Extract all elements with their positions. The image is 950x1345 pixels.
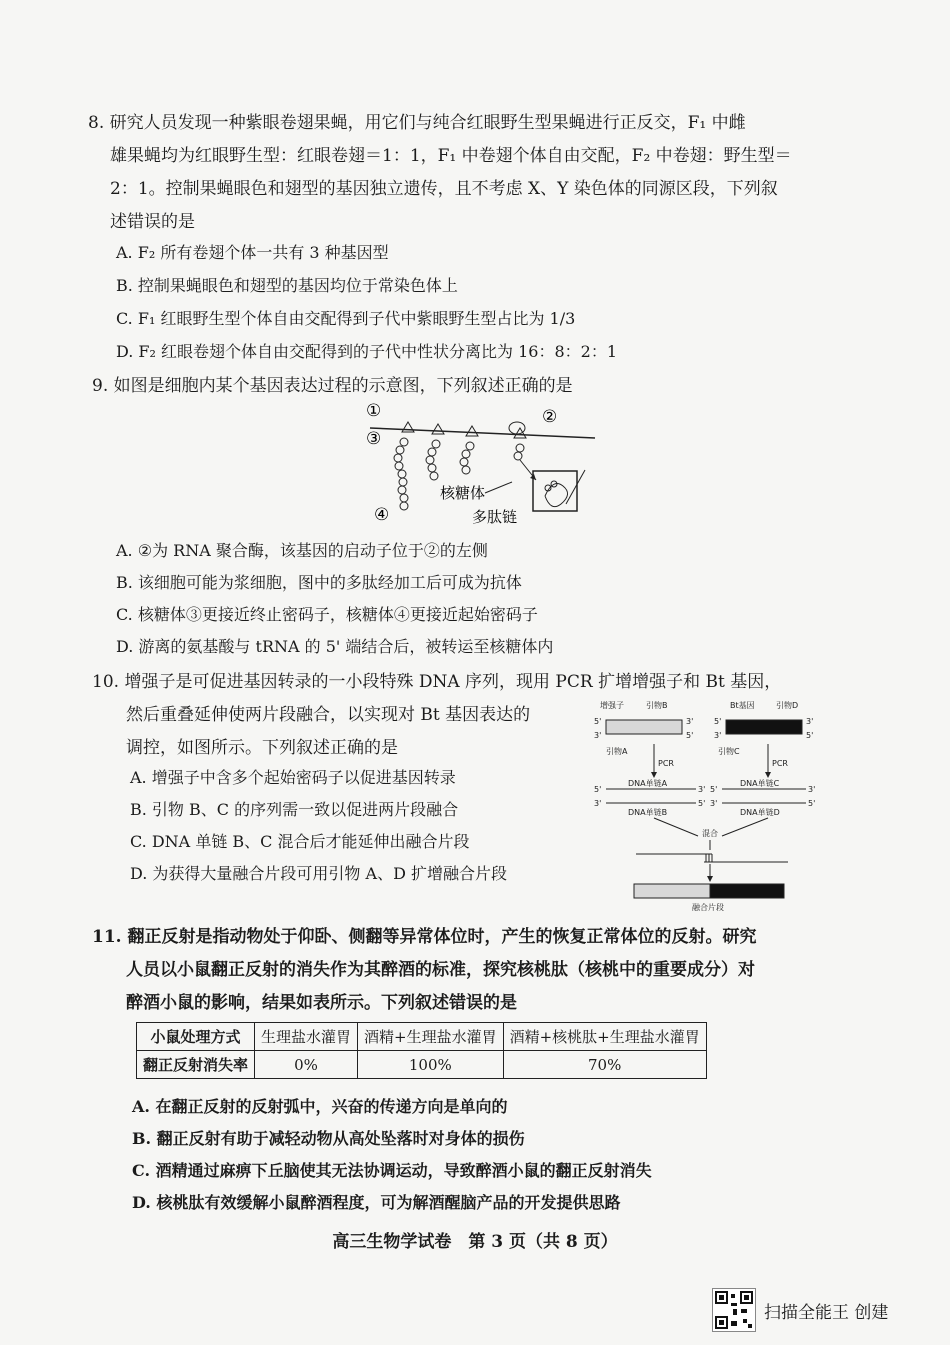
mix-label: 混合 <box>702 829 718 838</box>
label-3: ③ <box>366 429 382 449</box>
pcr-label-left: PCR <box>658 759 674 768</box>
ss-d-label: DNA单链D <box>740 808 780 817</box>
q11-stem-line-3: 醉酒小鼠的影响，结果如表所示。下列叙述错误的是 <box>126 993 517 1013</box>
q8-stem-line-1: 8. 研究人员发现一种紫眼卷翅果蝇，用它们与纯合红眼野生型果蝇进行正反交，F₁ 中雌 <box>88 113 746 133</box>
results-table <box>136 1022 707 1079</box>
q8-option-c: C. F₁ 红眼野生型个体自由交配得到子代中紫眼野生型占比为 1/3 <box>116 309 576 328</box>
q9-option-c: C. 核糖体③更接近终止密码子，核糖体④更接近起始密码子 <box>116 605 538 624</box>
q11-stem-line-2: 人员以小鼠翻正反射的消失作为其醉酒的标准，探究核桃肽（核桃中的重要成分）对 <box>126 960 755 980</box>
primer-c-label: 引物C <box>718 747 740 756</box>
ss-a-label: DNA单链A <box>628 779 668 788</box>
primer-d-label: 引物D <box>776 701 799 710</box>
q8-option-a: A. F₂ 所有卷翅个体一共有 3 种基因型 <box>116 243 389 262</box>
svg-text:5': 5' <box>594 785 602 794</box>
q8-option-d: D. F₂ 红眼卷翅个体自由交配得到的子代中性状分离比为 16：8：2：1 <box>116 342 618 361</box>
svg-text:5': 5' <box>594 717 602 726</box>
bt-gene-label: Bt基因 <box>730 701 755 710</box>
q10-option-d: D. 为获得大量融合片段可用引物 A、D 扩增融合片段 <box>130 864 507 883</box>
table-cell: 70% <box>503 1051 706 1079</box>
q9-option-d: D. 游离的氨基酸与 tRNA 的 5' 端结合后，被转运至核糖体内 <box>116 637 554 656</box>
svg-text:3': 3' <box>594 799 602 808</box>
svg-text:5': 5' <box>808 799 816 808</box>
q11-option-a: A. 在翻正反射的反射弧中，兴奋的传递方向是单向的 <box>132 1097 508 1116</box>
enhancer-label: 增强子 <box>600 701 624 710</box>
table-header-cell: 小鼠处理方式 <box>137 1023 255 1051</box>
svg-text:3': 3' <box>808 785 816 794</box>
svg-text:5': 5' <box>806 731 814 740</box>
q9-option-b: B. 该细胞可能为浆细胞，图中的多肽经加工后可成为抗体 <box>116 573 522 592</box>
protein-box <box>533 471 577 511</box>
q8-stem-line-2: 雄果蝇均为红眼野生型：红眼卷翅＝1：1，F₁ 中卷翅个体自由交配，F₂ 中卷翅：野生型＝ <box>110 146 792 166</box>
svg-text:3': 3' <box>806 717 814 726</box>
svg-text:5': 5' <box>714 717 722 726</box>
table-header-row <box>137 1023 707 1051</box>
polypeptide-label: 多肽链 <box>472 508 518 526</box>
ribosome-mid-2 <box>466 426 478 436</box>
ribosome-label: 核糖体 <box>440 484 486 502</box>
q10-stem-line-2: 然后重叠延伸使两片段融合，以实现对 Bt 基因表达的 <box>126 705 531 725</box>
q10-option-b: B. 引物 B、C 的序列需一致以促进两片段融合 <box>130 800 459 819</box>
q11-option-b: B. 翻正反射有助于减轻动物从高处坠落时对身体的损伤 <box>132 1129 525 1148</box>
q11-option-c: C. 酒精通过麻痹下丘脑使其无法协调运动，导致醉酒小鼠的翻正反射消失 <box>132 1161 652 1180</box>
scanner-watermark <box>712 1288 888 1332</box>
table-row <box>137 1051 707 1079</box>
q8-stem-line-3: 2：1。控制果蝇眼色和翅型的基因独立遗传，且不考虑 X、Y 染色体的同源区段，下列叙 <box>110 179 778 199</box>
svg-text:3': 3' <box>698 785 706 794</box>
svg-text:5': 5' <box>698 799 706 808</box>
ss-b-label: DNA单链B <box>628 808 668 817</box>
fusion-label: 融合片段 <box>692 903 724 912</box>
label-2: ② <box>542 407 558 427</box>
ribosome-mid-1 <box>432 424 444 434</box>
table-cell: 0% <box>255 1051 358 1079</box>
gene-expression-figure <box>360 398 610 528</box>
pcr-fusion-figure <box>592 696 828 918</box>
label-4: ④ <box>374 505 390 525</box>
svg-text:5': 5' <box>710 785 718 794</box>
table-cell: 翻正反射消失率 <box>137 1051 255 1079</box>
svg-text:3': 3' <box>714 731 722 740</box>
q10-stem-line-1: 10. 增强子是可促进基因转录的一小段特殊 DNA 序列，现用 PCR 扩增增强子和 Bt 基因， <box>92 672 782 692</box>
svg-text:3': 3' <box>594 731 602 740</box>
svg-text:3': 3' <box>686 717 694 726</box>
label-1: ① <box>366 401 382 421</box>
q9-stem: 9. 如图是细胞内某个基因表达过程的示意图，下列叙述正确的是 <box>92 376 573 396</box>
q11-stem-line-1: 11. 翻正反射是指动物处于仰卧、侧翻等异常体位时，产生的恢复正常体位的反射。研究 <box>92 927 757 947</box>
q9-option-a: A. ②为 RNA 聚合酶，该基因的启动子位于②的左侧 <box>116 541 488 560</box>
pcr-label-right: PCR <box>772 759 788 768</box>
qr-code-icon <box>712 1288 756 1332</box>
q10-option-c: C. DNA 单链 B、C 混合后才能延伸出融合片段 <box>130 832 470 851</box>
primer-b-label: 引物B <box>646 701 668 710</box>
scanner-text: 扫描全能王 创建 <box>764 1302 889 1323</box>
q10-option-a: A. 增强子中含多个起始密码子以促进基因转录 <box>130 768 456 787</box>
q11-option-d: D. 核桃肽有效缓解小鼠醉酒程度，可为解酒醒脑产品的开发提供思路 <box>132 1193 621 1212</box>
q10-stem-line-3: 调控，如图所示。下列叙述正确的是 <box>126 738 398 758</box>
q8-stem-line-4: 述错误的是 <box>110 212 195 232</box>
ss-c-label: DNA单链C <box>740 779 780 788</box>
primer-a-label: 引物A <box>606 747 628 756</box>
svg-text:3': 3' <box>710 799 718 808</box>
q8-option-b: B. 控制果蝇眼色和翅型的基因均位于常染色体上 <box>116 276 458 295</box>
table-header-cell: 生理盐水灌胃 <box>255 1023 358 1051</box>
table-cell: 100% <box>358 1051 504 1079</box>
page-footer: 高三生物学试卷 第 3 页（共 8 页） <box>332 1232 618 1252</box>
ribosome-3 <box>514 428 526 438</box>
table-header-cell: 酒精+生理盐水灌胃 <box>358 1023 504 1051</box>
svg-text:5': 5' <box>686 731 694 740</box>
table-header-cell: 酒精+核桃肽+生理盐水灌胃 <box>503 1023 706 1051</box>
